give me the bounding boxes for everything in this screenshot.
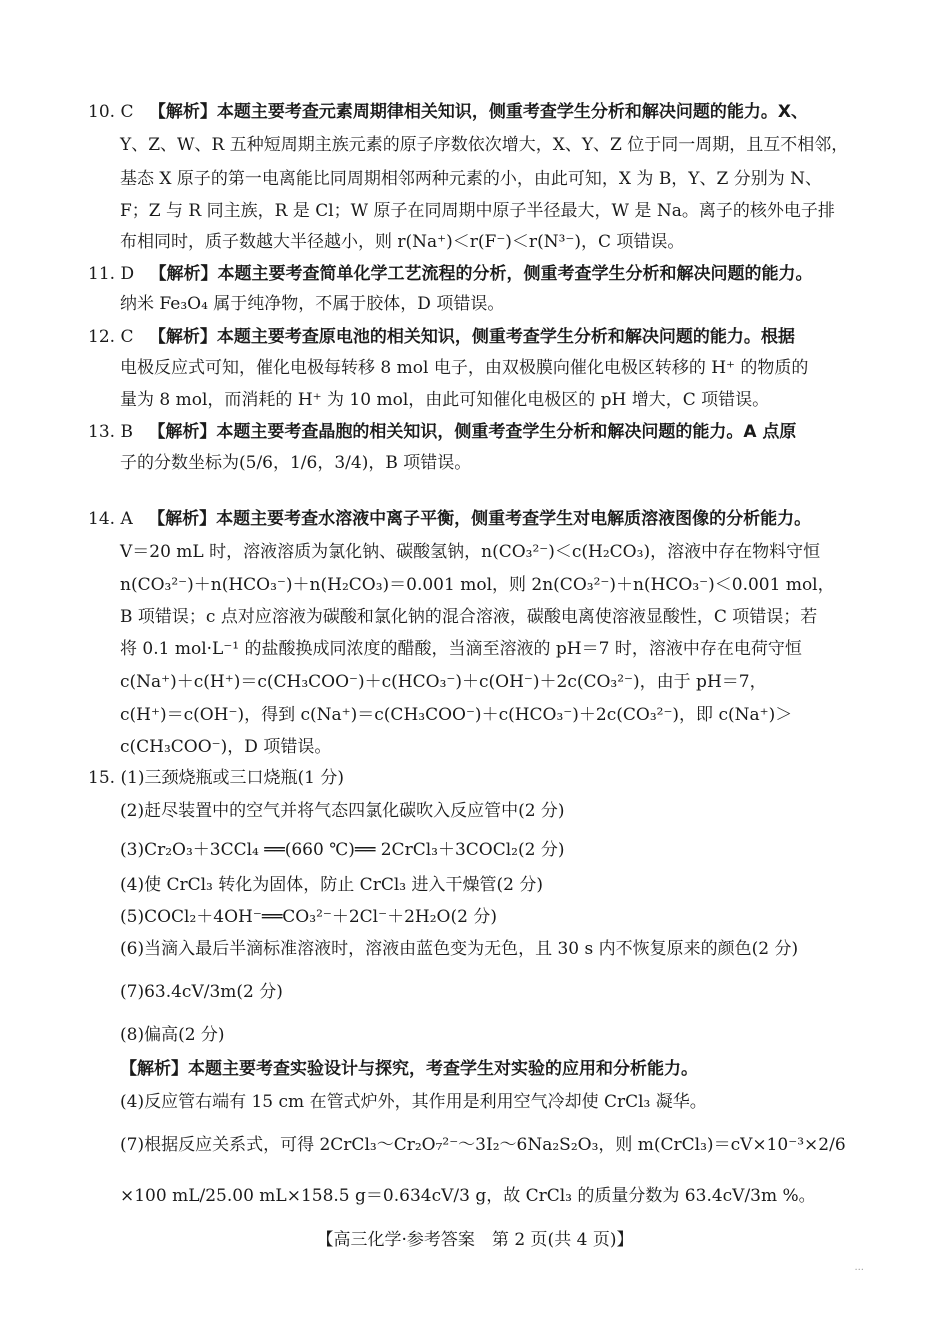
q10-number: 10. C: [88, 102, 134, 122]
q15-tag: 【解析】: [120, 1059, 188, 1079]
q12-line-3: 量为 8 mol，而消耗的 H⁺ 为 10 mol，由此可知催化电极区的 pH 增大，C 项错误。: [120, 390, 770, 410]
q13-number: 13. B: [88, 422, 133, 442]
q12-text-1: 本题主要考查原电池的相关知识，侧重考查学生分析和解决问题的能力。根据: [216, 327, 795, 347]
q15-answer-2: (2)赶尽装置中的空气并将气态四氯化碳吹入反应管中(2 分): [120, 801, 565, 821]
q13-line-1: [88, 424, 796, 441]
q11-line-1: [88, 266, 812, 283]
q10-line-5: 布相同时，质子数越大半径越小，则 r(Na⁺)＜r(F⁻)＜r(N³⁻)，C 项错误。: [120, 232, 685, 252]
q11-number: 11. D: [88, 264, 135, 284]
q13-tag: 【解析】: [148, 422, 217, 442]
q10-line-1: [88, 104, 808, 121]
q11-text-1: 本题主要考查简单化学工艺流程的分析，侧重考查学生分析和解决问题的能力。: [217, 264, 813, 284]
q15-answer-4: (4)使 CrCl₃ 转化为固体，防止 CrCl₃ 进入干燥管(2 分): [120, 875, 543, 895]
corner-mark: ...: [854, 1262, 864, 1273]
q15-answer-1-text: (1)三颈烧瓶或三口烧瓶(1 分): [120, 768, 345, 788]
q12-line-1: [88, 329, 795, 346]
q15-answer-3: (3)Cr₂O₃＋3CCl₄ ══(660 ℃)══ 2CrCl₃＋3COCl₂(2 分): [120, 840, 565, 860]
q15-note-7-line-1: (7)根据反应关系式，可得 2CrCl₃～Cr₂O₇²⁻～3I₂～6Na₂S₂O₃，则 m(CrCl₃)＝cV×10⁻³×2/6: [120, 1135, 846, 1155]
q15-analysis-text: 本题主要考查实验设计与探究，考查学生对实验的应用和分析能力。: [188, 1059, 698, 1079]
q15-answer-1: [88, 770, 344, 787]
q10-line-2: Y、Z、W、R 五种短周期主族元素的原子序数依次增大，X、Y、Z 位于同一周期，且互不相邻，: [120, 135, 849, 155]
q11-line-2: 纳米 Fe₃O₄ 属于纯净物，不属于胶体，D 项错误。: [120, 294, 505, 314]
q15-note-4: (4)反应管右端有 15 cm 在管式炉外，其作用是利用空气冷却使 CrCl₃ 凝华。: [120, 1092, 707, 1112]
q10-line-3: 基态 X 原子的第一电离能比同周期相邻两种元素的小，由此可知，X 为 B，Y、Z 分别为 N、: [120, 169, 823, 189]
q13-line-2: 子的分数坐标为(5/6，1/6，3/4)，B 项错误。: [120, 453, 472, 473]
q14-line-3: n(CO₃²⁻)＋n(HCO₃⁻)＋n(H₂CO₃)＝0.001 mol，则 2n(CO₃²⁻)＋n(HCO₃⁻)＜0.001 mol，: [120, 575, 835, 595]
q12-tag: 【解析】: [148, 327, 217, 347]
q14-line-1: [88, 511, 811, 528]
q14-line-4: B 项错误；c 点对应溶液为碳酸和氯化钠的混合溶液，碳酸电离使溶液显酸性，C 项错误；若: [120, 607, 818, 627]
q14-tag: 【解析】: [148, 509, 217, 529]
q14-text-1: 本题主要考查水溶液中离子平衡，侧重考查学生对电解质溶液图像的分析能力。: [216, 509, 812, 529]
page-footer: 【高三化学·参考答案 第 2 页(共 4 页)】: [316, 1230, 634, 1250]
q14-line-7: c(H⁺)＝c(OH⁻)，得到 c(Na⁺)＝c(CH₃COO⁻)＋c(HCO₃⁻)＋2c(CO₃²⁻)，即 c(Na⁺)＞: [120, 705, 793, 725]
q14-line-5: 将 0.1 mol·L⁻¹ 的盐酸换成同浓度的醋酸，当滴至溶液的 pH＝7 时，溶液中存在电荷守恒: [120, 639, 802, 659]
q14-line-6: c(Na⁺)＋c(H⁺)＝c(CH₃COO⁻)＋c(HCO₃⁻)＋c(OH⁻)＋2c(CO₃²⁻)，由于 pH＝7，: [120, 672, 767, 692]
q15-answer-7: (7)63.4cV/3m(2 分): [120, 982, 283, 1002]
q15-answer-8: (8)偏高(2 分): [120, 1025, 225, 1045]
q13-text-1: 本题主要考查晶胞的相关知识，侧重考查学生分析和解决问题的能力。A 点原: [216, 422, 797, 442]
q15-answer-5: (5)COCl₂＋4OH⁻══CO₃²⁻＋2Cl⁻＋2H₂O(2 分): [120, 907, 497, 927]
q14-line-2: V＝20 mL 时，溶液溶质为氯化钠、碳酸氢钠，n(CO₃²⁻)＜c(H₂CO₃)，溶液中存在物料守恒: [120, 542, 821, 562]
q15-number: 15.: [88, 768, 116, 788]
q15-analysis-line: [120, 1061, 698, 1078]
q14-line-8: c(CH₃COO⁻)，D 项错误。: [120, 737, 332, 757]
q11-tag: 【解析】: [149, 264, 218, 284]
q10-tag: 【解析】: [148, 102, 217, 122]
q14-number: 14. A: [88, 509, 133, 529]
q12-number: 12. C: [88, 327, 134, 347]
q15-answer-6: (6)当滴入最后半滴标准溶液时，溶液由蓝色变为无色，且 30 s 内不恢复原来的颜色(2 分): [120, 939, 799, 959]
q12-line-2: 电极反应式可知，催化电极每转移 8 mol 电子，由双极膜向催化电极区转移的 H⁺ 的物质的: [120, 358, 809, 378]
q15-note-7-line-2: ×100 mL/25.00 mL×158.5 g＝0.634cV/3 g，故 CrCl₃ 的质量分数为 63.4cV/3m %。: [120, 1186, 816, 1206]
q10-line-4: F；Z 与 R 同主族，R 是 Cl；W 原子在同周期中原子半径最大，W 是 Na。离子的核外电子排: [120, 201, 835, 221]
q10-text-1: 本题主要考查元素周期律相关知识，侧重考查学生分析和解决问题的能力。X、: [216, 102, 808, 122]
